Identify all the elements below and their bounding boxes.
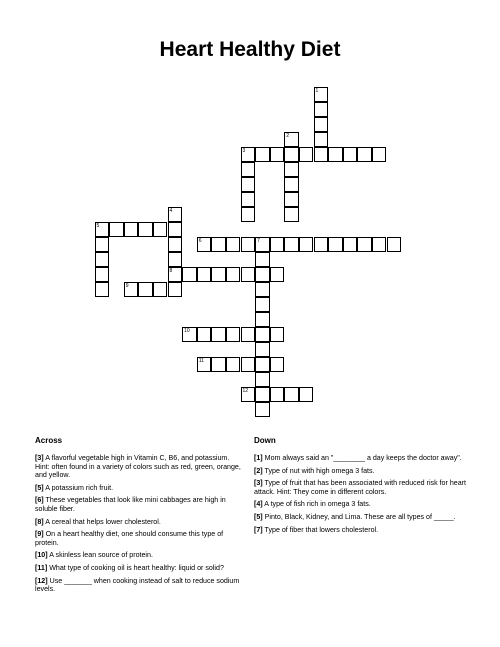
grid-cell[interactable] (95, 237, 110, 252)
grid-cell[interactable] (372, 147, 387, 162)
grid-cell[interactable] (211, 327, 226, 342)
clue-down-5: [5] Pinto, Black, Kidney, and Lima. These are all types of _____. (254, 512, 456, 521)
grid-cell[interactable] (124, 282, 139, 297)
grid-cell[interactable] (138, 222, 153, 237)
grid-cell[interactable] (270, 357, 285, 372)
grid-cell[interactable] (197, 267, 212, 282)
grid-cell[interactable] (168, 237, 183, 252)
grid-cell[interactable] (284, 147, 299, 162)
grid-number: 8 (169, 267, 173, 274)
clue-across-3: [3] A flavorful vegetable high in Vitamin C, B6, and potassium. Hint: often found in a variety of colors such as red, green, orange, and yellow. (35, 454, 241, 480)
grid-cell[interactable] (314, 102, 329, 117)
grid-cell[interactable] (314, 132, 329, 147)
grid-cell[interactable] (226, 267, 241, 282)
grid-cell[interactable] (343, 237, 358, 252)
grid-cell[interactable] (153, 222, 168, 237)
clue-across-10: [10] A skinless lean source of protein. (35, 551, 153, 560)
grid-number: 1 (315, 87, 319, 94)
grid-cell[interactable] (328, 147, 343, 162)
grid-cell[interactable] (314, 147, 329, 162)
clue-down-2: [2] Type of nut with high omega 3 fats. (254, 466, 375, 475)
grid-cell[interactable] (168, 207, 183, 222)
grid-number: 3 (242, 147, 246, 154)
grid-cell[interactable] (270, 327, 285, 342)
clue-across-12: [12] Use _______ when cooking instead of salt to reduce sodium levels. (35, 576, 240, 594)
grid-cell[interactable] (138, 282, 153, 297)
grid-number: 9 (125, 282, 129, 289)
grid-cell[interactable] (372, 237, 387, 252)
grid-cell[interactable] (284, 192, 299, 207)
grid-cell[interactable] (168, 267, 183, 282)
grid-cell[interactable] (255, 327, 270, 342)
grid-cell[interactable] (314, 117, 329, 132)
grid-cell[interactable] (284, 207, 299, 222)
grid-cell[interactable] (168, 282, 183, 297)
grid-cell[interactable] (255, 402, 270, 417)
grid-cell[interactable] (241, 147, 256, 162)
clue-down-1: [1] Mom always said an "________ a day keeps the doctor away". (254, 454, 462, 462)
grid-cell[interactable] (241, 267, 256, 282)
grid-number: 5 (96, 222, 100, 229)
clue-down-7: [7] Type of fiber that lowers cholesterol. (254, 525, 379, 534)
grid-cell[interactable] (328, 237, 343, 252)
grid-cell[interactable] (211, 357, 226, 372)
clue-down-4: [4] A type of fish rich in omega 3 fats. (254, 500, 371, 509)
clue-across-5: [5] A potassium rich fruit. (35, 483, 114, 492)
grid-cell[interactable] (95, 252, 110, 267)
grid-cell[interactable] (168, 252, 183, 267)
grid-cell[interactable] (255, 237, 270, 252)
grid-cell[interactable] (284, 177, 299, 192)
grid-cell[interactable] (95, 267, 110, 282)
grid-cell[interactable] (255, 372, 270, 387)
grid-cell[interactable] (168, 222, 183, 237)
grid-cell[interactable] (357, 147, 372, 162)
grid-cell[interactable] (284, 132, 299, 147)
grid-cell[interactable] (314, 237, 329, 252)
across-heading: Across (35, 436, 63, 445)
grid-cell[interactable] (387, 237, 402, 252)
grid-cell[interactable] (124, 222, 139, 237)
grid-cell[interactable] (270, 387, 285, 402)
grid-cell[interactable] (241, 192, 256, 207)
grid-cell[interactable] (241, 207, 256, 222)
grid-cell[interactable] (197, 237, 212, 252)
clue-across-11: [11] What type of cooking oil is heart healthy: liquid or solid? (35, 563, 224, 572)
grid-cell[interactable] (284, 162, 299, 177)
grid-cell[interactable] (357, 237, 372, 252)
grid-cell[interactable] (211, 237, 226, 252)
grid-cell[interactable] (241, 387, 256, 402)
grid-number: 4 (169, 207, 173, 214)
grid-cell[interactable] (241, 237, 256, 252)
grid-cell[interactable] (109, 222, 124, 237)
grid-number: 7 (257, 237, 260, 244)
down-heading: Down (254, 436, 276, 445)
grid-cell[interactable] (95, 222, 110, 237)
grid-cell[interactable] (270, 267, 285, 282)
clue-across-8: [8] A cereal that helps lower cholesterol. (35, 517, 161, 526)
grid-cell[interactable] (255, 147, 270, 162)
grid-cell[interactable] (270, 237, 285, 252)
grid-cell[interactable] (284, 387, 299, 402)
grid-cell[interactable] (226, 357, 241, 372)
grid-cell[interactable] (284, 237, 299, 252)
grid-cell[interactable] (197, 357, 212, 372)
grid-cell[interactable] (343, 147, 358, 162)
grid-cell[interactable] (241, 162, 256, 177)
puzzle-title: Heart Healthy Diet (159, 38, 341, 61)
grid-number: 6 (198, 237, 202, 244)
grid-cell[interactable] (153, 282, 168, 297)
grid-number: 2 (286, 132, 290, 139)
grid-cell[interactable] (270, 147, 285, 162)
grid-cell[interactable] (255, 252, 270, 267)
grid-cell[interactable] (255, 342, 270, 357)
grid-cell[interactable] (226, 327, 241, 342)
clue-down-3: [3] Type of fruit that has been associated with reduced risk for heart attack. Hint: They come in different colors. (254, 479, 467, 496)
grid-cell[interactable] (255, 267, 270, 282)
clue-across-9: [9] On a heart healthy diet, one should consume this type of protein. (35, 530, 224, 547)
down-clues (254, 454, 466, 538)
grid-cell[interactable] (182, 267, 197, 282)
grid-cell[interactable] (226, 237, 241, 252)
clue-across-6: [6] These vegetables that look like mini cabbages are high in soluble fiber. (35, 496, 226, 513)
grid-number: 10 (184, 327, 190, 334)
grid-cell[interactable] (314, 87, 329, 102)
grid-cell[interactable] (299, 387, 314, 402)
grid-cell[interactable] (255, 357, 270, 372)
grid-cell[interactable] (255, 387, 270, 402)
grid-cell[interactable] (241, 177, 256, 192)
grid-cell[interactable] (299, 237, 314, 252)
grid-cell[interactable] (299, 147, 314, 162)
grid-cell[interactable] (197, 327, 212, 342)
grid-cell[interactable] (211, 267, 226, 282)
grid-cell[interactable] (241, 327, 256, 342)
grid-number: 11 (198, 357, 204, 364)
grid-cell[interactable] (255, 297, 270, 312)
grid-cell[interactable] (255, 312, 270, 327)
grid-cell[interactable] (255, 282, 270, 297)
across-clues (35, 454, 245, 598)
grid-number: 12 (242, 387, 249, 394)
grid-cell[interactable] (241, 357, 256, 372)
grid-cell[interactable] (182, 327, 197, 342)
grid-cell[interactable] (95, 282, 110, 297)
